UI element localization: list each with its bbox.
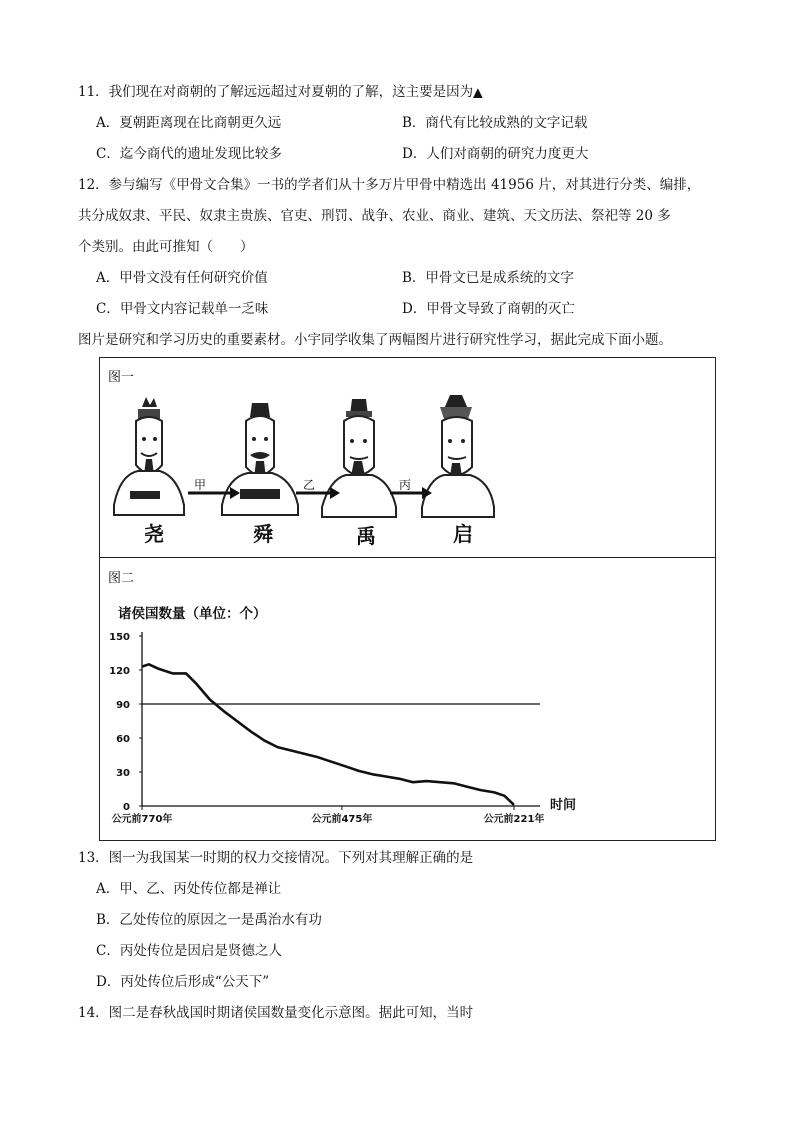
figure-divider [99,557,716,558]
q13-option-b: B．乙处传位的原因之一是禹治水有功 [96,912,322,928]
x-tick-label: 公元前221年 [483,814,545,825]
answer-blank-marker: ▲ [473,85,483,99]
arrow-label-yi: 乙 [303,478,316,492]
q12-stem-line3: 个类别。由此可推知（ ） [78,239,254,255]
chart-title: 诸侯国数量（单位：个） [118,606,267,622]
q12-option-d: D．甲骨文导致了商朝的灭亡 [402,301,575,317]
name-qi: 启 [453,522,473,546]
q14-stem: 14．图二是春秋战国时期诸侯国数量变化示意图。据此可知，当时 [78,1005,474,1021]
arrow-label-bing: 丙 [399,478,412,492]
q12-option-b: B．甲骨文已是成系统的文字 [402,270,574,286]
q13-option-a: A．甲、乙、丙处传位都是禅让 [96,881,282,897]
name-yao: 尧 [144,522,164,546]
portrait-shun-icon [222,403,298,515]
portrait-yao-icon [114,397,184,515]
q13-option-d: D．丙处传位后形成“公天下” [96,974,270,990]
fig2-label: 图二 [108,571,135,586]
x-tick-label: 公元前475年 [311,814,373,825]
y-tick-label: 150 [109,632,130,643]
y-tick-label: 60 [116,734,130,745]
name-shun: 舜 [253,522,273,546]
x-tick-label: 公元前770年 [111,814,173,825]
x-axis-title: 时间 [550,798,577,813]
y-tick-label: 120 [109,666,130,677]
q13-option-c: C．丙处传位是因启是贤德之人 [96,943,282,959]
q12-option-c: C．甲骨文内容记载单一乏味 [96,301,269,317]
y-tick-label: 30 [116,768,130,779]
q11-stem: 11．我们现在对商朝的了解远远超过对夏朝的了解，这主要是因为▲ [78,84,483,100]
q13-stem: 13．图一为我国某一时期的权力交接情况。下列对其理解正确的是 [78,850,474,866]
portrait-yu-icon [322,399,396,517]
portrait-qi-icon [422,395,494,517]
y-tick-label: 0 [123,802,130,813]
q12-stem-line1: 12．参与编写《甲骨文合集》一书的学者们从十多万片甲骨中精选出 41956 片，对其进行分类、编排， [78,177,701,193]
q11-option-a: A．夏朝距离现在比商朝更久远 [96,115,282,131]
name-yu: 禹 [356,524,376,548]
q12-option-a: A．甲骨文没有任何研究价值 [96,270,268,286]
fig1-label: 图一 [108,370,135,385]
y-tick-label: 90 [116,700,130,711]
line-chart [100,622,600,832]
q12-stem-line2: 共分成奴隶、平民、奴隶主贵族、官吏、刑罚、战争、农业、商业、建筑、天文历法、祭祀等 20 多 [78,208,671,224]
figure-intro: 图片是研究和学习历史的重要素材。小宇同学收集了两幅图片进行研究性学习，据此完成下面小题。 [78,332,672,348]
q11-option-d: D．人们对商朝的研究力度更大 [402,146,589,162]
q11-option-b: B．商代有比较成熟的文字记载 [402,115,588,131]
series-line [142,664,514,805]
q11-option-c: C．迄今商代的遗址发现比较多 [96,146,282,162]
arrow-label-jia: 甲 [194,478,207,492]
